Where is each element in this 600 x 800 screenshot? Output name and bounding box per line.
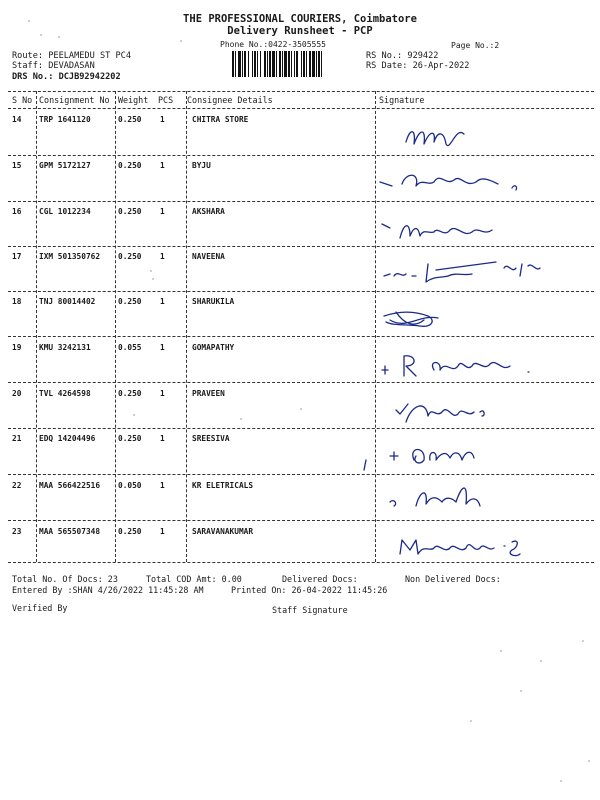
sheet-title: Delivery Runsheet - PCP [227, 25, 373, 37]
row-consignment: MAA 566422516 [39, 481, 101, 490]
page-number: Page No.:2 [451, 41, 500, 50]
row-weight: 0.055 [118, 343, 142, 352]
staff: Staff: DEVADASAN [12, 61, 95, 71]
column-header-consignee: Consignee Details [187, 95, 273, 105]
row-divider [8, 291, 594, 292]
column-header-pcs: PCS [158, 95, 174, 105]
scan-speck [588, 760, 590, 762]
row-weight: 0.250 [118, 297, 142, 306]
row-consignment: MAA 565507348 [39, 527, 101, 536]
verified-by: Verified By [12, 603, 68, 613]
signature-scribble [376, 212, 576, 248]
row-consignee: NAVEENA [192, 252, 225, 261]
row-sno: 15 [12, 161, 22, 170]
row-weight: 0.050 [118, 481, 142, 490]
row-consignment: IXM 501350762 [39, 252, 101, 261]
staff-signature-label: Staff Signature [272, 605, 348, 615]
barcode-bar [322, 51, 324, 77]
signature-scribble [376, 394, 576, 430]
scan-speck [180, 40, 182, 42]
row-divider [8, 201, 594, 202]
column-header-sno: S No [12, 95, 33, 105]
row-pcs: 1 [160, 389, 165, 398]
row-consignee: KR ELETRICALS [192, 481, 254, 490]
column-divider [186, 91, 187, 562]
drs-number: DRS No.: DCJB92942202 [12, 72, 121, 82]
column-header-signature: Signature [379, 95, 425, 105]
row-sno: 14 [12, 115, 22, 124]
scan-speck [520, 690, 522, 692]
row-sno: 17 [12, 252, 22, 261]
row-consignee: CHITRA STORE [192, 115, 249, 124]
table-header-rule [8, 108, 594, 109]
scan-speck [560, 780, 562, 782]
column-header-weight: Weight [118, 95, 149, 105]
row-divider [8, 382, 594, 383]
scan-speck [152, 278, 154, 280]
entered-by: Entered By :SHAN 4/26/2022 11:45:28 AM [12, 585, 204, 595]
row-weight: 0.250 [118, 207, 142, 216]
row-divider [8, 474, 594, 475]
signature-scribble [376, 436, 576, 472]
scan-speck [58, 36, 60, 38]
column-header-consignment: Consignment No [39, 95, 110, 105]
signature-scribble [376, 478, 576, 514]
row-sno: 18 [12, 297, 22, 306]
row-pcs: 1 [160, 115, 165, 124]
row-consignee: AKSHARA [192, 207, 225, 216]
row-weight: 0.250 [118, 115, 142, 124]
total-cod-amount: Total COD Amt: 0.00 [146, 574, 242, 584]
row-sno: 19 [12, 343, 22, 352]
scan-speck [133, 414, 135, 416]
scan-speck [540, 660, 542, 662]
signature-scribble [376, 528, 576, 564]
scan-speck [40, 34, 42, 36]
row-sno: 23 [12, 527, 22, 536]
delivered-docs: Delivered Docs: [282, 574, 358, 584]
signature-scribble [376, 302, 576, 338]
row-sno: 20 [12, 389, 22, 398]
row-weight: 0.250 [118, 527, 142, 536]
row-sno: 22 [12, 481, 22, 490]
row-divider [8, 520, 594, 521]
scan-speck [28, 20, 30, 22]
table-top-rule [8, 91, 594, 92]
signature-scribble [376, 346, 576, 382]
scan-speck [582, 640, 584, 642]
signature-scribble [376, 254, 576, 290]
row-weight: 0.250 [118, 161, 142, 170]
row-pcs: 1 [160, 343, 165, 352]
rs-date: RS Date: 26-Apr-2022 [366, 61, 470, 71]
scan-speck [300, 408, 302, 410]
scan-speck [500, 650, 502, 652]
row-consignee: SREESIVA [192, 434, 230, 443]
column-divider [115, 91, 116, 562]
row-consignee: SHARUKILA [192, 297, 235, 306]
non-delivered-docs: Non Delivered Docs: [405, 574, 501, 584]
row-weight: 0.250 [118, 434, 142, 443]
row-consignment: EDQ 14204496 [39, 434, 96, 443]
row-pcs: 1 [160, 527, 165, 536]
row-pcs: 1 [160, 434, 165, 443]
row-consignment: TNJ 80014402 [39, 297, 96, 306]
total-docs: Total No. Of Docs: 23 [12, 574, 118, 584]
row-weight: 0.250 [118, 389, 142, 398]
row-consignment: TVL 4264598 [39, 389, 91, 398]
scan-speck [240, 418, 242, 420]
row-pcs: 1 [160, 481, 165, 490]
row-consignment: KMU 3242131 [39, 343, 91, 352]
row-consignee: GOMAPATHY [192, 343, 235, 352]
row-pcs: 1 [160, 161, 165, 170]
signature-scribble [376, 164, 576, 200]
scan-speck [470, 720, 472, 722]
signature-scribble [376, 118, 576, 154]
row-consignee: BYJU [192, 161, 211, 170]
row-consignment: CGL 1012234 [39, 207, 91, 216]
scan-speck [150, 270, 152, 272]
company-name: THE PROFESSIONAL COURIERS, Coimbatore [183, 13, 417, 25]
column-divider [36, 91, 37, 562]
route: Route: PEELAMEDU ST PC4 [12, 51, 131, 61]
row-divider [8, 155, 594, 156]
barcode [232, 51, 360, 77]
row-weight: 0.250 [118, 252, 142, 261]
phone-number: Phone No.:0422-3505555 [220, 40, 326, 49]
row-pcs: 1 [160, 297, 165, 306]
row-consignee: PRAVEEN [192, 389, 225, 398]
row-consignment: GPM 5172127 [39, 161, 91, 170]
row-sno: 16 [12, 207, 22, 216]
row-pcs: 1 [160, 207, 165, 216]
row-sno: 21 [12, 434, 22, 443]
printed-on: Printed On: 26-04-2022 11:45:26 [231, 585, 388, 595]
row-consignee: SARAVANAKUMAR [192, 527, 254, 536]
row-pcs: 1 [160, 252, 165, 261]
rs-number: RS No.: 929422 [366, 51, 439, 61]
row-consignment: TRP 1641120 [39, 115, 91, 124]
